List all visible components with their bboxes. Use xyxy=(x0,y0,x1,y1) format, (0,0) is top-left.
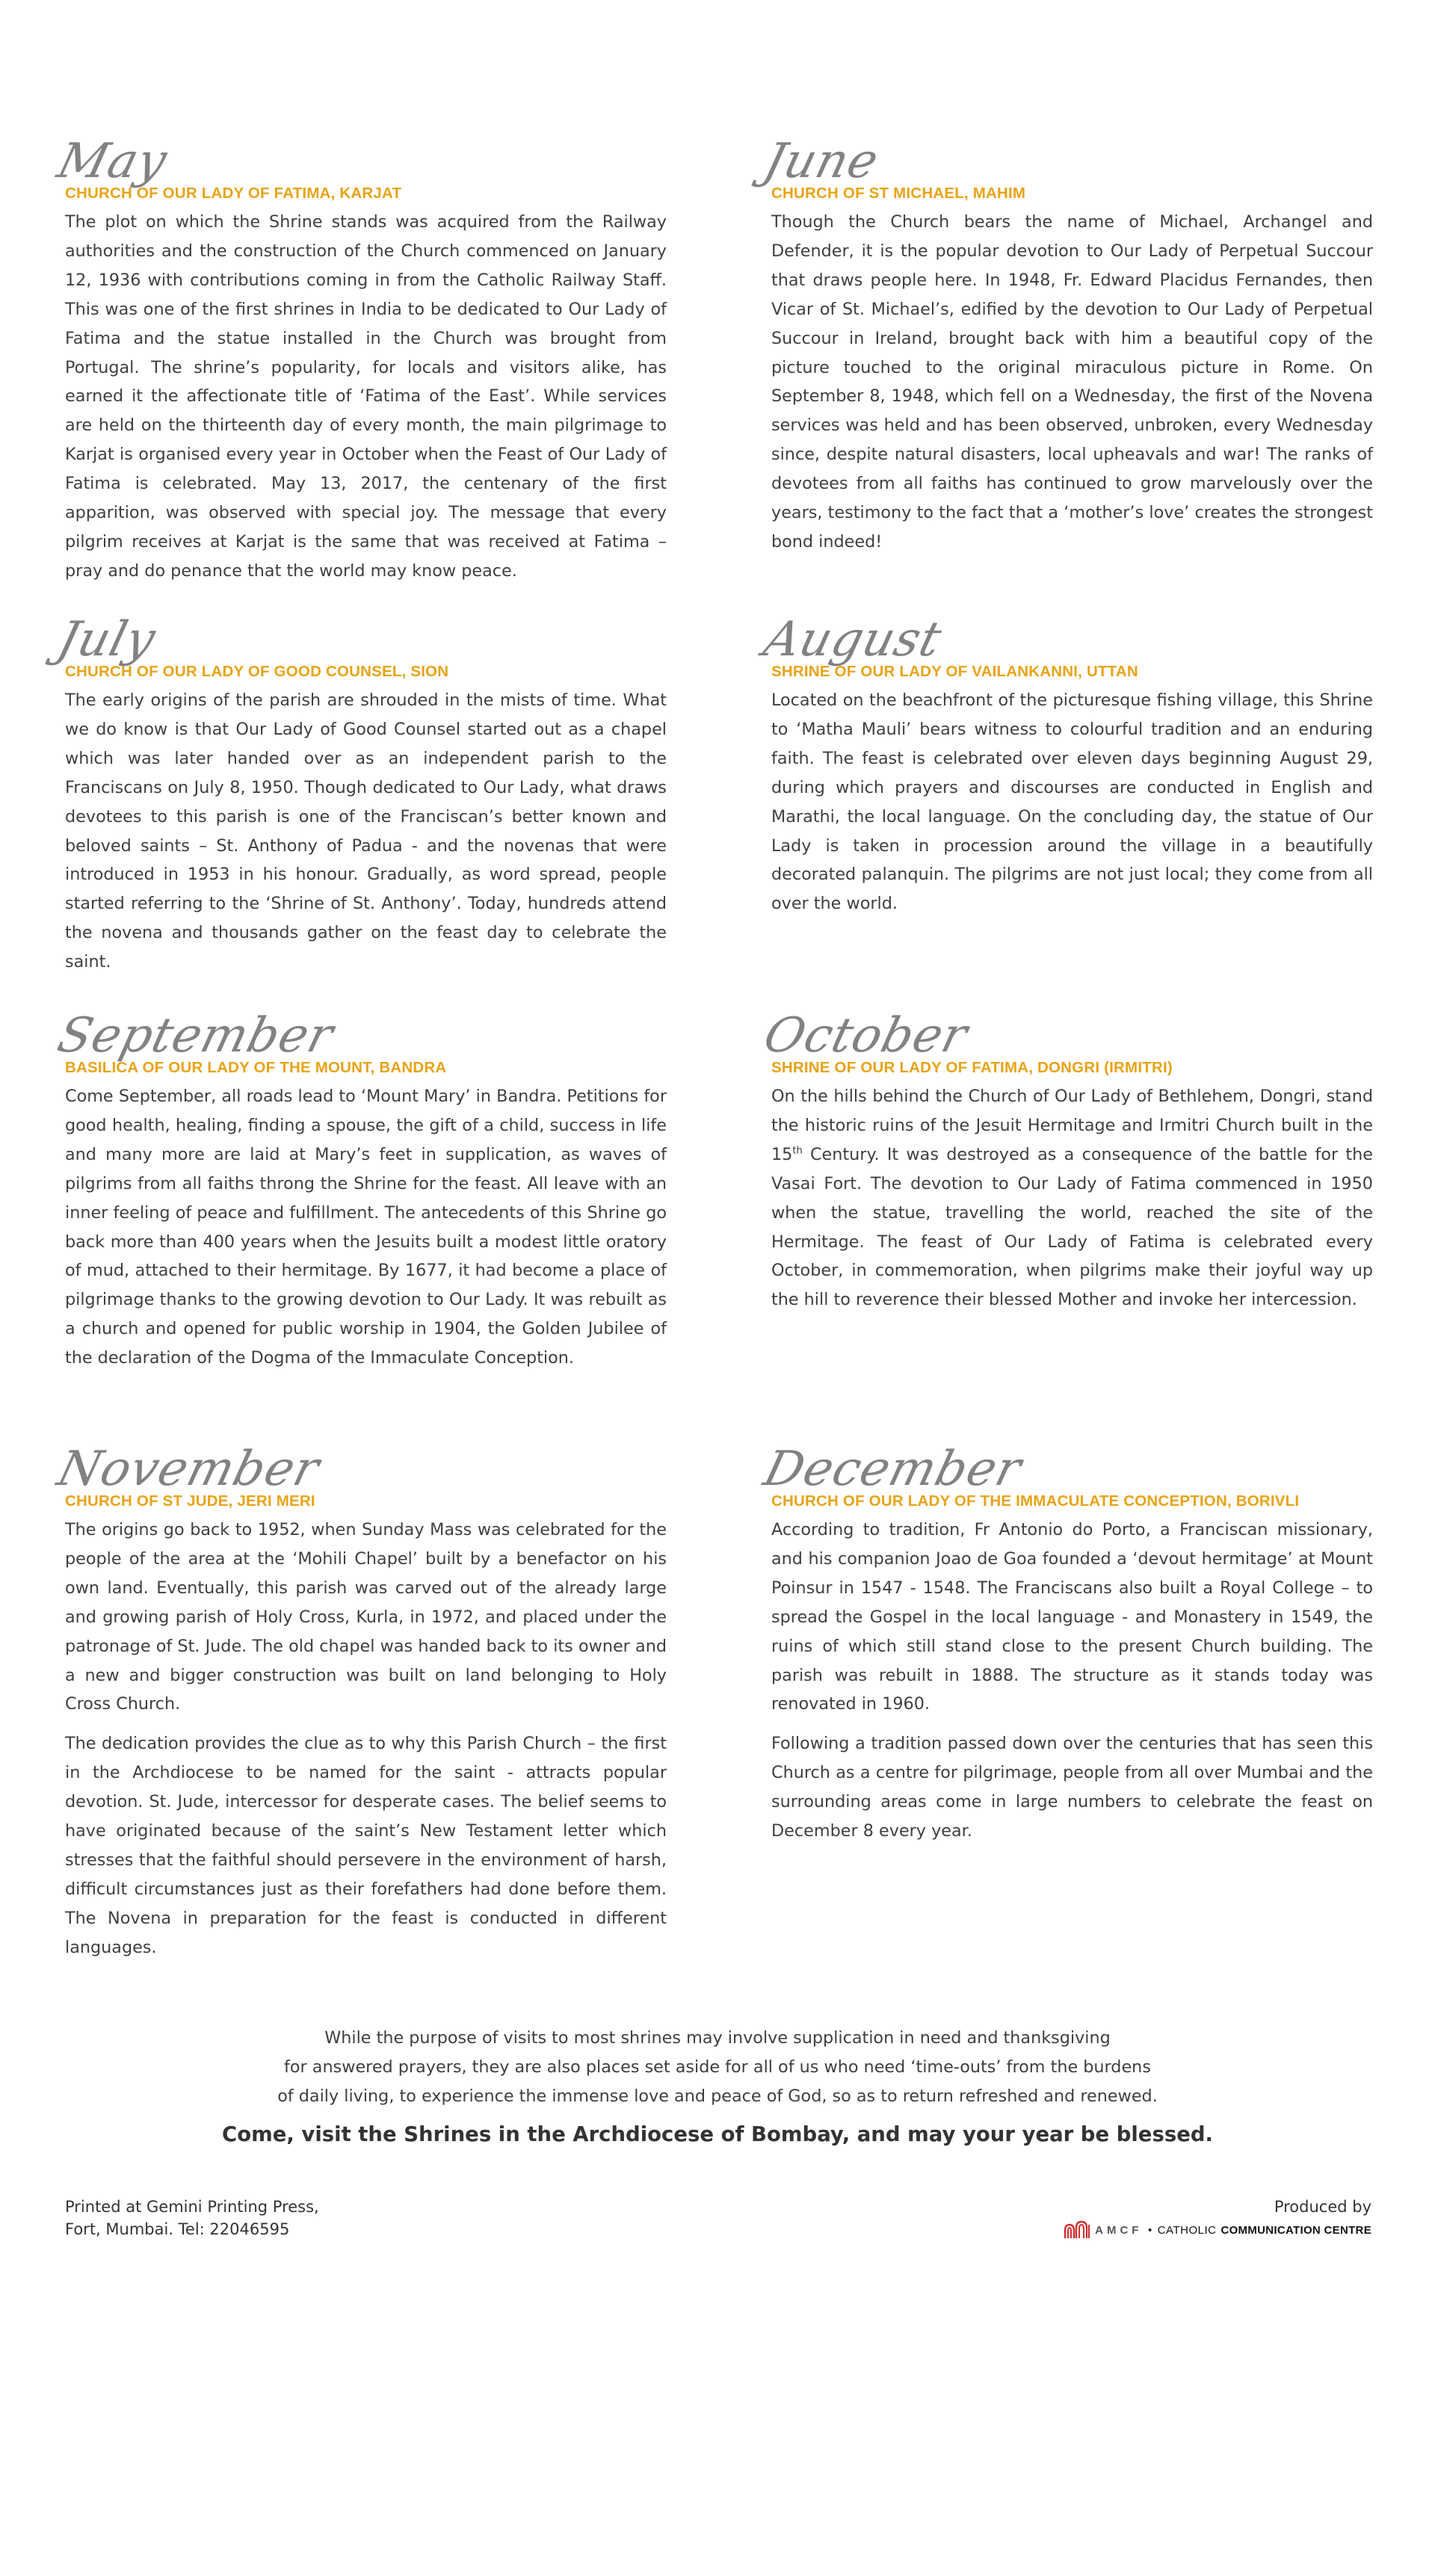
section-paragraph xyxy=(771,1082,1373,1315)
amcf-logo-icon xyxy=(1064,2220,1090,2241)
month-title: August xyxy=(758,612,948,667)
amcf-wordmark: AMCF xyxy=(1095,2224,1143,2237)
ccc-wordmark-light: CATHOLIC xyxy=(1157,2224,1217,2237)
logo-separator: • xyxy=(1147,2225,1153,2237)
printer-line: Printed at Gemini Printing Press, xyxy=(65,2198,319,2216)
month-title: December xyxy=(758,1442,1028,1497)
month-title: June xyxy=(758,134,885,189)
church-name: BASILICA OF OUR LADY OF THE MOUNT, BANDRA xyxy=(65,1059,447,1076)
month-title: November xyxy=(52,1442,325,1497)
section-paragraph: The origins go back to 1952, when Sunday Mass was celebrated for the people of the area at the ‘Mohili Chapel’ built by a benefactor on his own land. Eventually, this parish was carved out of the already large and growing parish of Holy Cross, Kurla, in 1972, and placed under the patronage of St. Jude. The old chapel was handed back to its owner and a new and bigger construction was built on land belonging to Holy Cross Church. xyxy=(65,1520,667,1714)
church-name: CHURCH OF ST JUDE, JERI MERI xyxy=(65,1492,315,1510)
producer-credit xyxy=(1064,2196,1371,2242)
section-october xyxy=(758,1008,1373,1315)
church-name: CHURCH OF OUR LADY OF GOOD COUNSEL, SION xyxy=(65,663,449,680)
ordinal-superscript: th xyxy=(792,1145,803,1157)
church-name: CHURCH OF OUR LADY OF THE IMMACULATE CONCEPTION, BORIVLI xyxy=(771,1492,1300,1510)
section-paragraph: Come September, all roads lead to ‘Mount Mary’ in Bandra. Petitions for good health, healing, finding a spouse, the gift of a child, success in life and many more are laid at Mary’s feet in supplication, as waves of pilgrims from all faiths throng the Shrine for the feast. All leave with an inner feeling of peace and fulfillment. The antecedents of this Shrine go back more than 400 years when the Jesuits built a modest little oratory of mud, attached to their hermitage. By 1677, it had become a place of pilgrimage thanks to the growing devotion to Our Lady. It was rebuilt as a church and opened for public worship in 1904, the Golden Jubilee of the declaration of the Dogma of the Immaculate Conception. xyxy=(65,1087,667,1368)
section-december xyxy=(758,1442,1373,1846)
church-name: CHURCH OF OUR LADY OF FATIMA, KARJAT xyxy=(65,185,402,202)
section-november xyxy=(52,1442,667,1962)
section-august xyxy=(758,612,1373,918)
paragraph-text: Century. It was destroyed as a consequence of the battle for the Vasai Fort. The devotion to Our Lady of Fatima commenced in 1950 when the statue, travelling the world, reached the site of the Hermitage. The feast of Our Lady of Fatima is celebrated every October, in commemoration, when pilgrims make their joyful way up the hill to reverence their blessed Mother and invoke her intercession. xyxy=(771,1144,1373,1310)
produced-by-label: Produced by xyxy=(1274,2198,1371,2216)
closing-line: While the purpose of visits to most shrines may involve supplication in need and thanksgiving xyxy=(324,2028,1111,2048)
section-june xyxy=(758,134,1373,557)
closing-line: of daily living, to experience the immense love and peace of God, so as to return refreshed and renewed. xyxy=(277,2087,1158,2106)
ccc-wordmark-bold: COMMUNICATION CENTRE xyxy=(1220,2224,1371,2237)
section-paragraph: Though the Church bears the name of Michael, Archangel and Defender, it is the popular devotion to Our Lady of Perpetual Succour that draws people here. In 1948, Fr. Edward Placidus Fernandes, then Vicar of St. Michael’s, edified by the devotion to Our Lady of Perpetual Succour in Ireland, brought back with him a beautiful copy of the picture touched to the original miraculous picture in Rome. On September 8, 1948, which fell on a Wednesday, the first of the Novena services was held and has been observed, unbroken, every Wednesday since, despite natural disasters, local upheavals and war! The ranks of devotees from all faiths has continued to grow marvelously over the years, testimony to the fact that a ‘mother’s love’ creates the strongest bond indeed! xyxy=(771,212,1373,552)
closing-line: for answered prayers, they are also places set aside for all of us who need ‘time-outs’ from the burdens xyxy=(284,2057,1151,2077)
section-paragraph: Following a tradition passed down over the centuries that has seen this Church as a centre for pilgrimage, people from all over Mumbai and the surrounding areas come in large numbers to celebrate the feast on December 8 every year. xyxy=(771,1734,1373,1841)
section-paragraph: The dedication provides the clue as to why this Parish Church – the first in the Archdiocese to be named for the saint - attracts popular devotion. St. Jude, intercessor for desperate cases. The belief seems to have originated because of the saint’s New Testament letter which stresses that the faithful should persevere in the environment of harsh, difficult circumstances just as their forefathers had done before them. The Novena in preparation for the feast is conducted in different languages. xyxy=(65,1734,667,1957)
church-name: SHRINE OF OUR LADY OF FATIMA, DONGRI (IRMITRI) xyxy=(771,1059,1173,1076)
closing-invitation: Come, visit the Shrines in the Archdiocese of Bombay, and may your year be blessed. xyxy=(222,2122,1213,2146)
month-title: October xyxy=(758,1008,974,1063)
section-may xyxy=(52,134,667,586)
church-name: CHURCH OF ST MICHAEL, MAHIM xyxy=(771,185,1026,202)
section-paragraph: According to tradition, Fr Antonio do Porto, a Franciscan missionary, and his companion Joao de Goa founded a ‘devout hermitage’ at Mount Poinsur in 1547 - 1548. The Franciscans also built a Royal College – to spread the Gospel in the local language - and Monastery in 1549, the ruins of which still stand close to the present Church building. The parish was rebuilt in 1888. The structure as it stands today was renovated in 1960. xyxy=(771,1520,1373,1714)
section-paragraph: Located on the beachfront of the picturesque fishing village, this Shrine to ‘Matha Mauli’ bears witness to colourful tradition and an enduring faith. The feast is celebrated over eleven days beginning August 29, during which prayers and discourses are conducted in English and Marathi, the local language. On the concluding day, the statue of Our Lady is taken in procession around the village in a beautifully decorated palanquin. The pilgrims are not just local; they come from all over the world. xyxy=(771,691,1373,914)
month-title: May xyxy=(52,134,173,189)
church-name: SHRINE OF OUR LADY OF VAILANKANNI, UTTAN xyxy=(771,663,1138,680)
paragraph-text: On the hills behind the Church of Our Lady of Bethlehem, Dongri, stand the historic ruins of the Jesuit Hermitage and Irmitri Church built in the 15 xyxy=(771,1087,1373,1164)
producer-logo xyxy=(1064,2220,1371,2242)
printer-line: Fort, Mumbai. Tel: 22046595 xyxy=(65,2220,290,2238)
closing-message xyxy=(0,2024,1435,2149)
printer-credit xyxy=(65,2196,319,2240)
month-title: July xyxy=(52,612,161,667)
month-title: September xyxy=(52,1008,339,1063)
section-july xyxy=(52,612,667,977)
section-paragraph: The plot on which the Shrine stands was acquired from the Railway authorities and the construction of the Church commenced on January 12, 1936 with contributions coming in from the Catholic Railway Staff. This was one of the first shrines in India to be dedicated to Our Lady of Fatima and the statue installed in the Church was brought from Portugal. The shrine’s popularity, for locals and visitors alike, has earned it the affectionate title of ‘Fatima of the East’. While services are held on the thirteenth day of every month, the main pilgrimage to Karjat is organised every year in October when the Feast of Our Lady of Fatima is celebrated. May 13, 2017, the centenary of the first apparition, was observed with special joy. The message that every pilgrim receives at Karjat is the same that was received at Fatima – pray and do penance that the world may know peace. xyxy=(65,212,667,581)
section-september xyxy=(52,1008,667,1373)
section-paragraph: The early origins of the parish are shrouded in the mists of time. What we do know is that Our Lady of Good Counsel started out as a chapel which was later handed over as an independent parish to the Franciscans on July 8, 1950. Though dedicated to Our Lady, what draws devotees to this parish is one of the Franciscan’s better known and beloved saints – St. Anthony of Padua - and the novenas that were introduced in 1953 in his honour. Gradually, as word spread, people started referring to the ‘Shrine of St. Anthony’. Today, hundreds attend the novena and thousands gather on the feast day to celebrate the saint. xyxy=(65,691,667,972)
